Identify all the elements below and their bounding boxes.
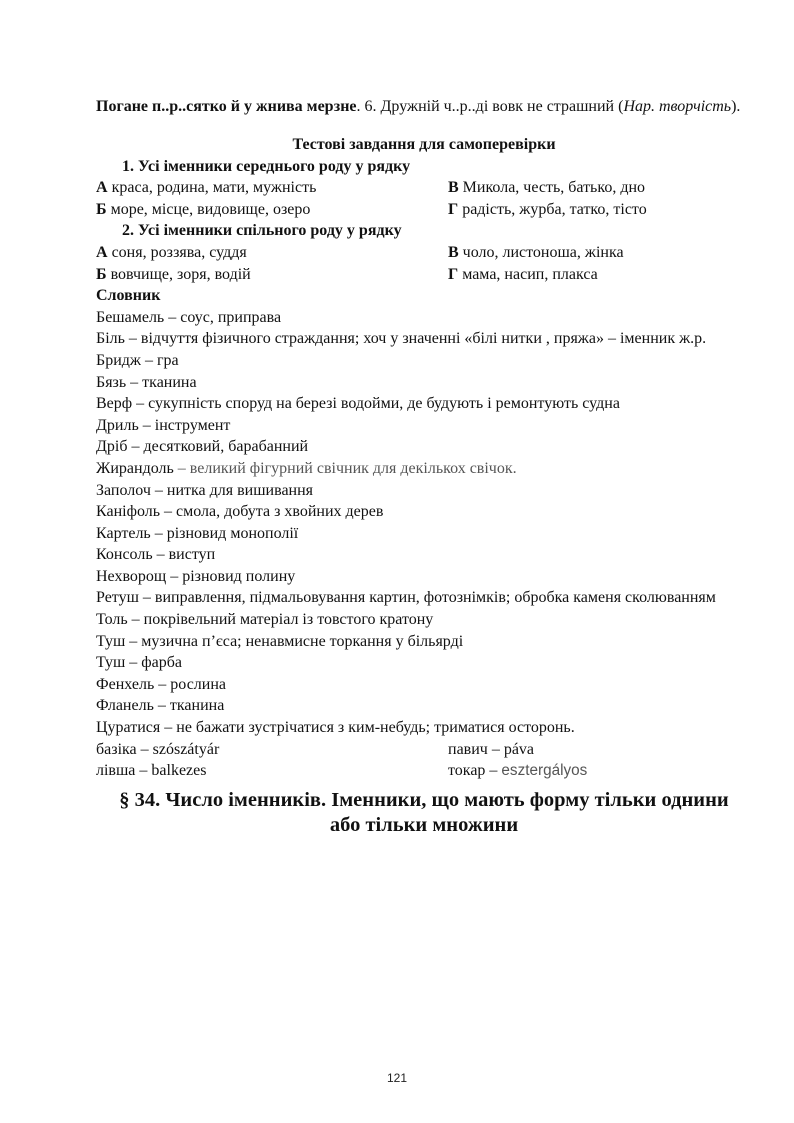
option-b: [96, 264, 448, 286]
option-label: В: [448, 243, 459, 261]
question-2-row-1: [96, 242, 752, 264]
translation-row-1: [96, 739, 752, 761]
option-g: [448, 199, 752, 221]
dictionary-title: Словник: [96, 287, 161, 305]
dictionary-entry: Туш – музична п’єса; ненавмисне торкання у більярді: [96, 632, 464, 650]
option-label: Г: [448, 200, 459, 218]
translation-row-2: [96, 760, 752, 782]
dictionary-entry: Біль – відчуття фізичного страждання; хоч у значенні «білі нитки , пряжа» – іменник ж.р.: [96, 330, 707, 348]
option-label: А: [96, 179, 108, 197]
question-2-text: 2. Усі іменники спільного роду у рядку: [122, 222, 402, 240]
dictionary-entry: Фенхель – рослина: [96, 675, 226, 693]
section-heading-line-1: § 34. Число іменників. Іменники, що мають форму тільки однини: [119, 788, 729, 811]
option-label: В: [448, 179, 459, 197]
dictionary-entry: Консоль – виступ: [96, 546, 216, 564]
dictionary-entry: [96, 458, 752, 480]
section-heading-line-2: або тільки множини: [329, 813, 519, 836]
option-text: соня, роззява, суддя: [107, 243, 247, 261]
option-label: Б: [96, 265, 107, 283]
dictionary-entry: Бешамель – соус, приправа: [96, 308, 282, 326]
option-label: Б: [96, 200, 107, 218]
dictionary-entry: Бязь – тканина: [96, 373, 197, 391]
intro-closing: ).: [731, 98, 741, 115]
intro-text: . 6. Дружній ч..р..ді вовк не страшний (: [356, 98, 624, 115]
entry-word: Жирандоль: [96, 459, 174, 477]
option-text: море, місце, видовище, озеро: [106, 200, 311, 218]
dictionary-entry: Каніфоль – смола, добута з хвойних дерев: [96, 503, 384, 521]
dictionary-entry: Фланель – тканина: [96, 697, 225, 715]
dictionary-entry: Картель – різновид монополії: [96, 524, 299, 542]
translation-left: базіка – szószátyár: [96, 740, 220, 758]
option-v: [448, 242, 752, 264]
question-1-text: 1. Усі іменники середнього роду у рядку: [122, 157, 411, 175]
page-content: [96, 95, 752, 838]
option-text: мама, насип, плакса: [458, 265, 598, 283]
translation-left: лівша – balkezes: [96, 762, 207, 780]
dictionary-entry: Толь – покрівельний матеріал із товстого кратону: [96, 611, 434, 629]
option-text: вовчище, зоря, водій: [106, 265, 251, 283]
page-number: 121: [386, 1071, 408, 1085]
dictionary-entry: Верф – сукупність споруд на березі водойми, де будують і ремонтують судна: [96, 395, 620, 413]
dictionary-entry: Нехворощ – різновид полину: [96, 567, 296, 585]
question-2: [96, 220, 752, 285]
dictionary-entry: Ретуш – виправлення, підмальовування картин, фотознімків; обробка каменя сколюванням: [96, 589, 716, 607]
translation-right: [448, 760, 752, 782]
translation-right: павич – páva: [448, 740, 535, 758]
option-text: Микола, честь, батько, дно: [458, 179, 646, 197]
option-label: Г: [448, 265, 459, 283]
dictionary-entry: Цуратися – не бажати зустрічатися з ким-небудь; триматися осторонь.: [96, 719, 575, 737]
option-g: [448, 264, 752, 286]
question-1: [96, 156, 752, 221]
entry-definition: – великий фігурний свічник для декількох свічок.: [173, 459, 517, 477]
dictionary-entry: Заполоч – нитка для вишивання: [96, 481, 314, 499]
intro-paragraph: [96, 95, 752, 119]
question-2-row-2: [96, 264, 752, 286]
dictionary-list: [96, 307, 752, 739]
option-label: А: [96, 243, 108, 261]
translation-word: токар –: [448, 762, 502, 780]
option-b: [96, 199, 448, 221]
option-a: [96, 242, 448, 264]
tests-title: Тестові завдання для самоперевірки: [292, 136, 556, 153]
option-v: [448, 177, 752, 199]
option-text: чоло, листоноша, жінка: [458, 243, 624, 261]
option-text: радість, журба, татко, тісто: [458, 200, 647, 218]
option-text: краса, родина, мати, мужність: [107, 179, 317, 197]
option-a: [96, 177, 448, 199]
dictionary-entry: Туш – фарба: [96, 654, 183, 672]
source-italic: Нар. творчість: [623, 98, 732, 115]
question-1-row-2: [96, 199, 752, 221]
translation-term: esztergályos: [501, 762, 588, 780]
proverb-bold: Погане п..р..сятко й у жнива мерзне: [96, 98, 357, 115]
question-1-row-1: [96, 177, 752, 199]
dictionary-entry: Дриль – інструмент: [96, 416, 231, 434]
section-heading: [96, 788, 752, 838]
dictionary-entry: Бридж – гра: [96, 351, 179, 369]
dictionary-entry: Дріб – десятковий, барабанний: [96, 438, 309, 456]
